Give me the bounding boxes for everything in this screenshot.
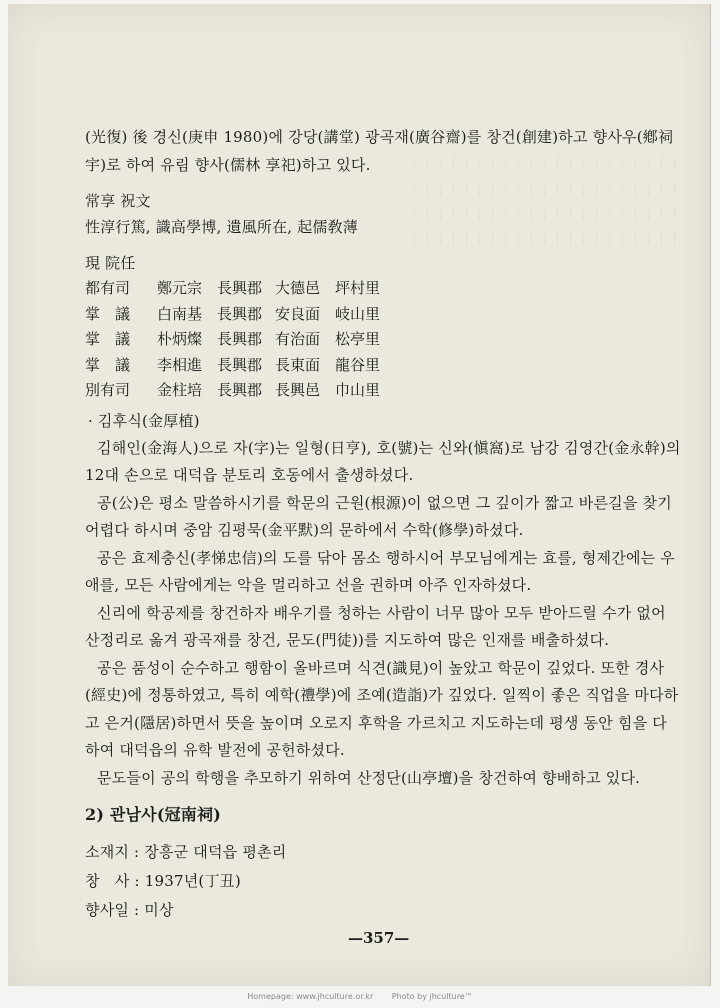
- section-heading: 2) 관남사(冠南祠): [85, 805, 221, 824]
- bio-line: 공(公)은 평소 말씀하시기를 학문의 근원(根源)이 없으면 그 깊이가 짧고 바른길을 찾기: [97, 494, 672, 512]
- roster-town: 安良面: [275, 304, 321, 323]
- bleed-through-text: ｜｜｜｜｜｜｜｜｜｜｜｜｜｜｜｜｜｜｜｜｜ ｜｜｜｜｜｜｜｜｜｜｜｜｜｜｜｜｜｜｜｜｜ ｜｜｜｜｜｜｜｜｜｜｜｜｜｜｜｜｜｜｜｜｜ ｜｜｜｜｜｜｜｜｜｜｜｜｜｜｜｜｜｜｜｜｜: [408, 158, 682, 247]
- bio-line: (經史)에 정통하였고, 특히 예학(禮學)에 조예(造詣)가 깊었다. 일찍이 좋은 직업을 마다하: [85, 686, 679, 704]
- bio-line: 공은 품성이 순수하고 행함이 올바르며 식견(識見)이 높았고 학문이 깊었다. 또한 경사: [97, 659, 665, 677]
- roster-village: 松亭里: [335, 330, 381, 348]
- roster-title: 都有司: [85, 279, 131, 297]
- roster-row: [85, 378, 380, 404]
- roster-row: [85, 302, 380, 328]
- roster-title: 掌 議: [85, 330, 131, 348]
- roster-county: 長興郡: [217, 330, 263, 348]
- bio-line: 문도들이 공의 학행을 추모하기 위하여 산정단(山亭壇)을 창건하여 향배하고 있다.: [97, 769, 641, 787]
- bio-heading: · 김후식(金厚植): [88, 412, 200, 430]
- roster-village: 坪村里: [335, 279, 381, 297]
- section-location: 소재지 : 장흥군 대덕읍 평촌리: [85, 843, 287, 861]
- roster-name: 金柱培: [157, 381, 203, 399]
- roster-name: 朴炳燦: [157, 330, 203, 348]
- roster-name: 鄭元宗: [157, 279, 203, 297]
- roster-town: 長東面: [275, 355, 321, 374]
- roster-county: 長興郡: [217, 381, 263, 399]
- photo-credit: Photo by jhculture™: [391, 992, 473, 1001]
- roster-row: [85, 327, 380, 353]
- roster-village: 龍谷里: [335, 355, 381, 374]
- roster-title: 別有司: [85, 381, 131, 399]
- roster-table: [85, 276, 380, 404]
- body-line: 宇)로 하여 유림 향사(儒林 享祀)하고 있다.: [85, 156, 371, 174]
- page-number: —357—: [348, 929, 410, 947]
- prayer-text: 性淳行篤, 識高學博, 遺風所在, 起儒敎薄: [85, 218, 359, 236]
- roster-title: 掌 議: [85, 304, 131, 323]
- roster-title: 掌 議: [85, 355, 131, 374]
- roster-row: [85, 276, 380, 302]
- bio-line: 김해인(金海人)으로 자(字)는 일형(日亨), 호(號)는 신와(愼窩)로 남강 김영간(金永幹)의: [97, 439, 681, 457]
- roster-name: 白南基: [157, 304, 203, 323]
- roster-town: 有治面: [275, 330, 321, 348]
- roster-county: 長興郡: [217, 355, 263, 374]
- book-page: [8, 4, 711, 986]
- bio-line: 하여 대덕읍의 유학 발전에 공헌하셨다.: [85, 741, 345, 759]
- bio-line: 어렵다 하시며 중암 김평묵(金平默)의 문하에서 수학(修學)하셨다.: [85, 521, 524, 539]
- section-founded: 창 사 : 1937년(丁丑): [85, 872, 241, 890]
- roster-village: 岐山里: [335, 304, 381, 323]
- bio-line: 12대 손으로 대덕읍 분토리 호동에서 출생하셨다.: [85, 466, 414, 484]
- bio-line: 공은 효제충신(孝悌忠信)의 도를 닦아 몸소 행하시어 부모님에게는 효를, 형제간에는 우: [97, 549, 675, 567]
- photo-credit-footer: [0, 992, 720, 1001]
- roster-village: 巾山里: [335, 381, 381, 399]
- bio-line: 신리에 학공제를 창건하자 배우기를 청하는 사람이 너무 많아 모두 받아드릴 수가 없어: [97, 604, 666, 622]
- bio-line: 애를, 모든 사람에게는 악을 멀리하고 선을 권하며 아주 인자하셨다.: [85, 576, 532, 594]
- roster-county: 長興郡: [217, 304, 263, 323]
- prayer-heading: 常享 祝文: [85, 192, 151, 210]
- roster-name: 李相進: [157, 355, 203, 374]
- roster-row: [85, 353, 380, 379]
- section-ritual: 향사일 : 미상: [85, 901, 174, 919]
- bio-line: 산정리로 옮겨 광곡재를 창건, 문도(門徒))를 지도하여 많은 인재를 배출하셨다.: [85, 631, 610, 649]
- homepage-credit: Homepage: www.jhculture.or.kr: [247, 992, 374, 1001]
- roster-heading: 現 院任: [85, 254, 136, 272]
- bio-line: 고 은거(隱居)하면서 뜻을 높이며 오로지 후학을 가르치고 지도하는데 평생 동안 힘을 다: [85, 714, 667, 732]
- roster-town: 長興邑: [275, 381, 321, 399]
- body-line: (光復) 後 경신(庚申 1980)에 강당(講堂) 광곡재(廣谷齋)를 창건(創建)하고 향사우(鄕祠: [85, 128, 674, 146]
- roster-county: 長興郡: [217, 279, 263, 297]
- roster-town: 大德邑: [275, 279, 321, 297]
